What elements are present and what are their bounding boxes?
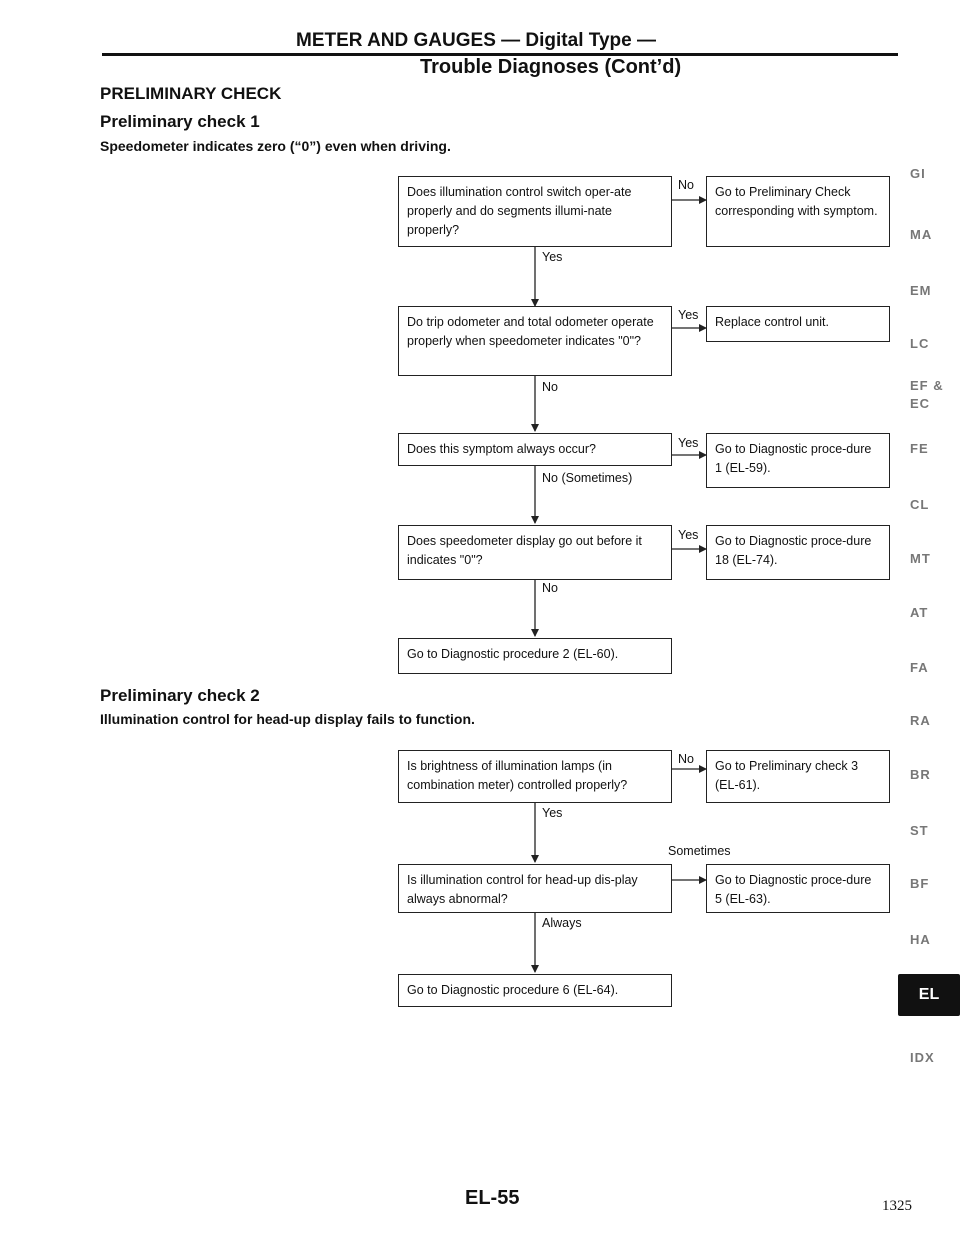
- side-tab-ma: MA: [910, 227, 933, 242]
- check1-symptom: Speedometer indicates zero (“0”) even when driving.: [100, 138, 451, 154]
- check1-q3-yes-label: Yes: [678, 436, 699, 450]
- check1-q1-no-result: Go to Preliminary Check corresponding with symptom.: [706, 176, 890, 247]
- check1-q2-yes-result: Replace control unit.: [706, 306, 890, 342]
- header-subtitle: Trouble Diagnoses (Cont’d): [420, 56, 682, 78]
- side-tab-ha: HA: [910, 932, 931, 947]
- check1-q2-no-label: No: [542, 380, 558, 394]
- check1-q2-box: Do trip odometer and total odometer operate properly when speedometer indicates "0"?: [398, 306, 672, 376]
- check1-end-box: Go to Diagnostic procedure 2 (EL-60).: [398, 638, 672, 674]
- check2-q2-box: Is illumination control for head-up dis-play always abnormal?: [398, 864, 672, 913]
- check1-q1-yes-label: Yes: [542, 250, 563, 264]
- check2-q2-sometimes-result: Go to Diagnostic proce-dure 5 (EL-63).: [706, 864, 890, 913]
- side-tab-ef: EF &: [910, 378, 944, 393]
- side-tab-em: EM: [910, 283, 932, 298]
- check1-title: Preliminary check 1: [100, 112, 260, 131]
- check2-q2-always-label: Always: [542, 916, 582, 930]
- side-tab-gi: GI: [910, 166, 926, 181]
- check2-q1-box: Is brightness of illumination lamps (in combination meter) controlled properly?: [398, 750, 672, 803]
- section-title: PRELIMINARY CHECK: [100, 84, 282, 103]
- check1-q1-box: Does illumination control switch oper-ate properly and do segments illumi-nate properly?: [398, 176, 672, 247]
- side-tab-bf: BF: [910, 876, 930, 891]
- check1-q1-no-label: No: [678, 178, 694, 192]
- check2-sometimes-label: Sometimes: [668, 844, 731, 858]
- side-tab-cl: CL: [910, 497, 930, 512]
- side-tab-ra: RA: [910, 713, 931, 728]
- check1-q3-yes-result: Go to Diagnostic proce-dure 1 (EL-59).: [706, 433, 890, 488]
- side-tab-idx: IDX: [910, 1050, 935, 1065]
- check2-q1-no-label: No: [678, 752, 694, 766]
- side-tab-at: AT: [910, 605, 929, 620]
- side-tab-el-active: EL: [898, 974, 960, 1016]
- side-tab-fe: FE: [910, 441, 929, 456]
- side-tab-st: ST: [910, 823, 929, 838]
- page-code: EL-55: [465, 1187, 520, 1209]
- check1-q3-no-label: No (Sometimes): [542, 471, 633, 485]
- check2-q1-yes-label: Yes: [542, 806, 563, 820]
- side-tab-br: BR: [910, 767, 931, 782]
- check1-q4-box: Does speedometer display go out before it indicates "0"?: [398, 525, 672, 580]
- side-tab-fa: FA: [910, 660, 929, 675]
- side-tab-mt: MT: [910, 551, 931, 566]
- side-tab-ec: EC: [910, 396, 931, 411]
- check2-symptom: Illumination control for head-up display fails to function.: [100, 711, 475, 727]
- check2-end-box: Go to Diagnostic procedure 6 (EL-64).: [398, 974, 672, 1007]
- header-title: METER AND GAUGES — Digital Type —: [296, 30, 656, 51]
- check1-q4-no-label: No: [542, 581, 558, 595]
- check1-q4-yes-result: Go to Diagnostic proce-dure 18 (EL-74).: [706, 525, 890, 580]
- check1-q4-yes-label: Yes: [678, 528, 699, 542]
- page-number: 1325: [882, 1198, 912, 1214]
- side-tab-lc: LC: [910, 336, 930, 351]
- check1-q2-yes-label: Yes: [678, 308, 699, 322]
- check1-q3-box: Does this symptom always occur?: [398, 433, 672, 466]
- check2-title: Preliminary check 2: [100, 686, 260, 705]
- check2-q1-no-result: Go to Preliminary check 3 (EL-61).: [706, 750, 890, 803]
